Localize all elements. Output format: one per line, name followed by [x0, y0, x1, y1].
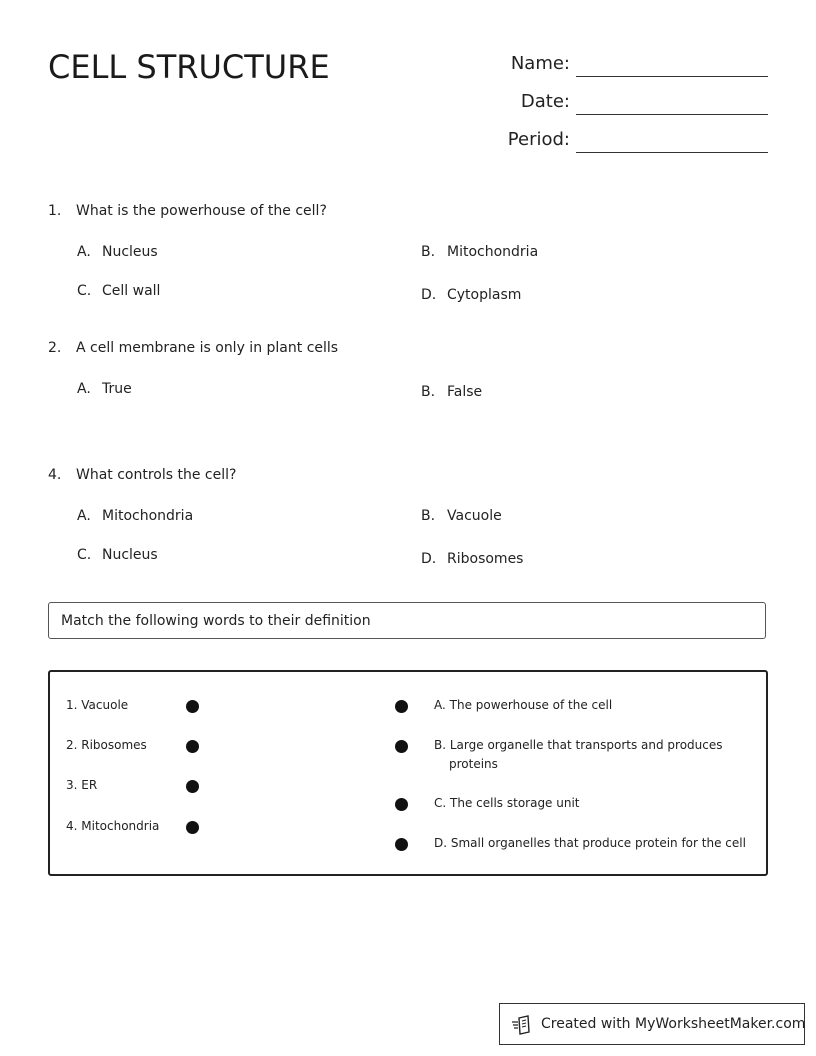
match-definition-dot[interactable]	[395, 798, 408, 811]
period-label: Period:	[507, 129, 570, 150]
match-definition: C. The cells storage unit	[434, 796, 580, 810]
option-text[interactable]: Cell wall	[102, 283, 161, 299]
option-letter: D.	[421, 551, 437, 567]
option-text[interactable]: False	[447, 384, 483, 400]
question-number: 2.	[48, 340, 62, 356]
option-text[interactable]: Mitochondria	[102, 508, 194, 524]
match-definition-dot[interactable]	[395, 700, 408, 713]
match-word: 1. Vacuole	[66, 698, 129, 712]
question-text: A cell membrane is only in plant cells	[76, 340, 339, 356]
match-definition-text: B. Large organelle that transports and produces proteins	[434, 738, 723, 771]
name-field[interactable]	[576, 76, 768, 77]
match-definition-dot[interactable]	[395, 740, 408, 753]
question-number: 1.	[48, 203, 62, 219]
match-word-dot[interactable]	[186, 740, 199, 753]
match-word: 4. Mitochondria	[66, 819, 160, 833]
matching-instruction-box	[48, 602, 766, 639]
period-field[interactable]	[576, 152, 768, 153]
name-label: Name:	[510, 53, 570, 74]
option-letter: A.	[77, 381, 91, 397]
option-letter: B.	[421, 244, 436, 260]
option-text[interactable]: Mitochondria	[447, 244, 539, 260]
option-letter: B.	[421, 384, 436, 400]
option-letter: C.	[77, 283, 92, 299]
option-text[interactable]: Nucleus	[102, 547, 158, 563]
option-text[interactable]: Cytoplasm	[447, 287, 522, 303]
match-word-dot[interactable]	[186, 821, 199, 834]
option-letter: A.	[77, 508, 91, 524]
question-text: What is the powerhouse of the cell?	[76, 203, 327, 219]
match-definition	[434, 736, 734, 774]
date-label: Date:	[520, 91, 570, 112]
footer-text: Created with MyWorksheetMaker.com	[541, 1016, 806, 1032]
footer-badge[interactable]	[499, 1003, 805, 1045]
question-number: 4.	[48, 467, 62, 483]
match-word-dot[interactable]	[186, 780, 199, 793]
option-text[interactable]: Vacuole	[447, 508, 502, 524]
option-letter: D.	[421, 287, 437, 303]
option-text[interactable]: Ribosomes	[447, 551, 524, 567]
page-title: CELL STRUCTURE	[48, 48, 330, 86]
match-definition: A. The powerhouse of the cell	[434, 698, 613, 712]
option-text[interactable]: Nucleus	[102, 244, 158, 260]
option-letter: C.	[77, 547, 92, 563]
worksheet-maker-logo-icon	[512, 1015, 534, 1035]
match-word: 2. Ribosomes	[66, 738, 147, 752]
match-word: 3. ER	[66, 778, 98, 792]
match-word-dot[interactable]	[186, 700, 199, 713]
match-definition: D. Small organelles that produce protein for the cell	[434, 836, 746, 850]
date-field[interactable]	[576, 114, 768, 115]
option-letter: A.	[77, 244, 91, 260]
option-text[interactable]: True	[102, 381, 132, 397]
question-text: What controls the cell?	[76, 467, 237, 483]
option-letter: B.	[421, 508, 436, 524]
match-definition-dot[interactable]	[395, 838, 408, 851]
matching-instruction: Match the following words to their definition	[61, 613, 371, 629]
